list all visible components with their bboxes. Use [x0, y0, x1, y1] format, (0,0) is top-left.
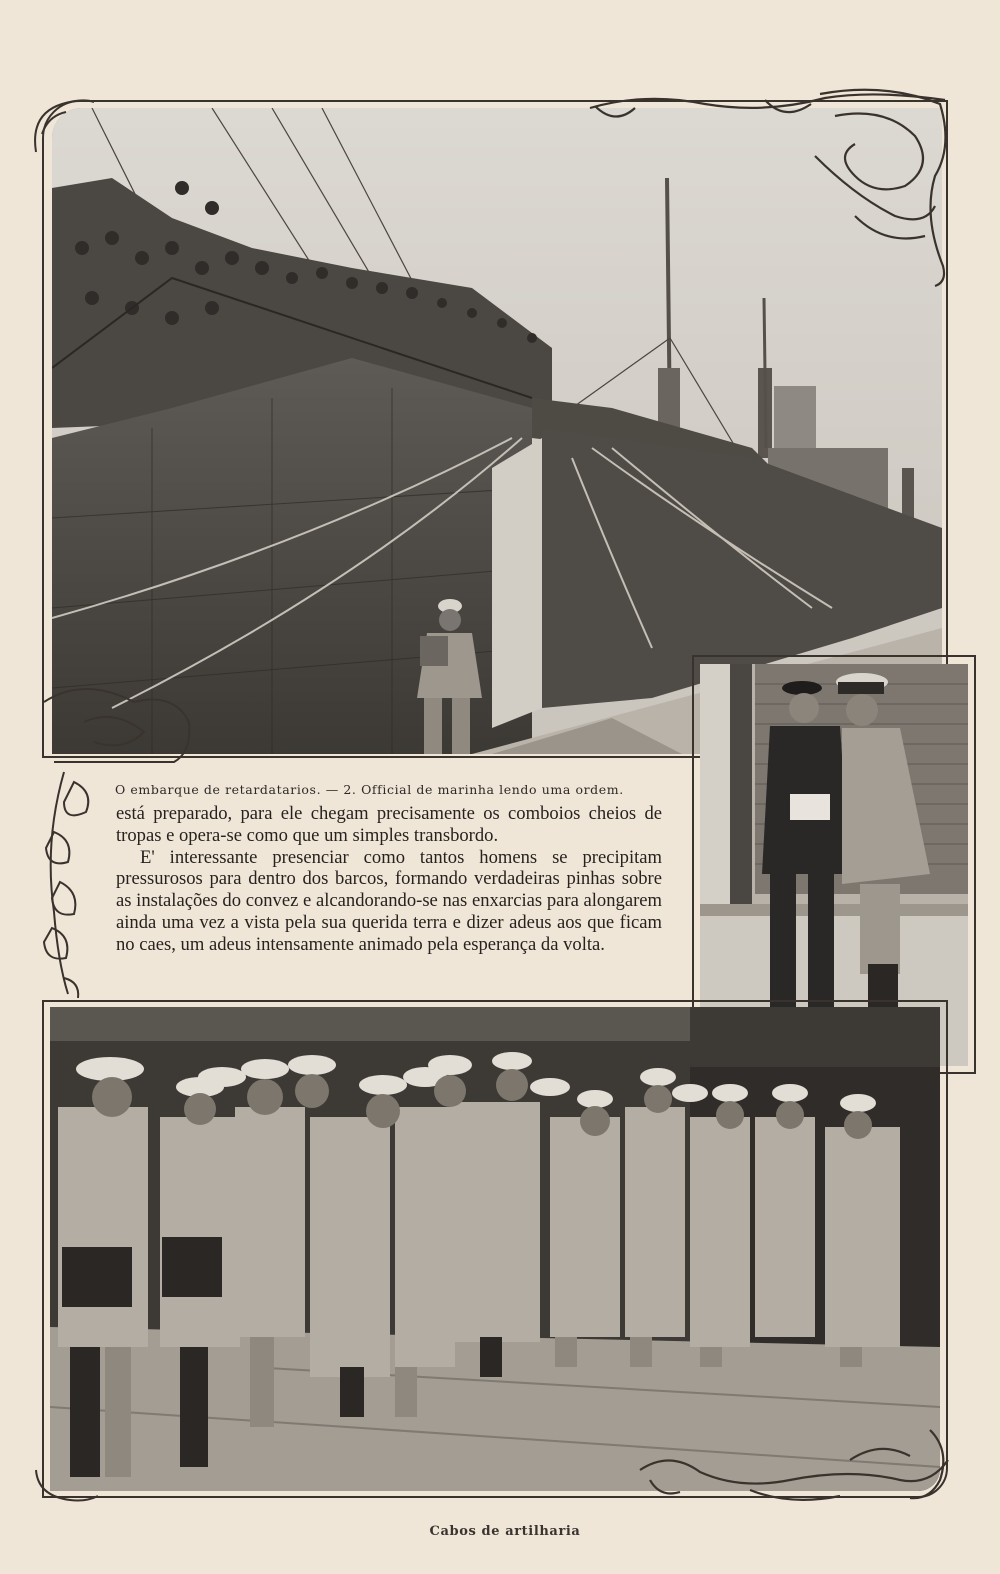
paragraph: está preparado, para ele chegam precisamente os comboios cheios de tropas e opera-se como que um simples transbordo. [116, 803, 662, 846]
corner-ornament-top-left [28, 94, 98, 154]
corner-ornament-bottom-left [30, 1466, 100, 1506]
photo-caption: O embarque de retardatarios. — 2. Official de marinha lendo uma ordem. [115, 782, 624, 797]
corner-ornament-bottom-right [630, 1420, 960, 1510]
article-text [116, 803, 662, 956]
corporals-photo [50, 1007, 940, 1491]
corner-ornament-top-right [585, 86, 955, 292]
corporals-photo-art [50, 1007, 940, 1491]
group-photo-caption: Cabos de artilharia [429, 1524, 581, 1539]
paragraph: E' interessante presenciar como tantos homens se precipitam pressurosos para dentro dos barcos, formando verdadeiras pinhas sobre as instalações do convez e alcandorando-se nas enxarcias para alongarem ainda uma vez a vista pela sua querida terra e dizer adeus aos que ficam no caes, um adeus intensamente animado pela esperança da volta. [116, 846, 662, 955]
